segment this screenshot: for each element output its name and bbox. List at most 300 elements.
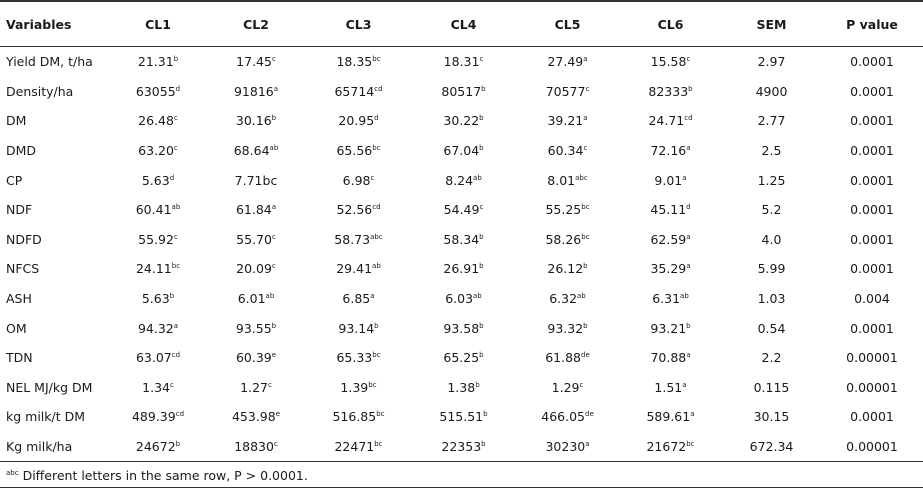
table-cell (411, 343, 516, 373)
significance-letter: ab (269, 143, 279, 152)
significance-letter: c (169, 380, 174, 389)
table-cell (110, 373, 206, 403)
significance-letter: bc (368, 380, 377, 389)
p-value-cell: 0.00001 (846, 379, 898, 395)
significance-letter: a (682, 173, 687, 182)
significance-letter: a (271, 203, 277, 212)
significance-letter: c (267, 380, 272, 389)
significance-letter: c (273, 439, 278, 448)
footnote (0, 462, 923, 488)
p-value-cell: 0.0001 (850, 54, 894, 70)
sem-cell: 2.77 (757, 113, 786, 129)
p-value-cell: 0.0001 (850, 113, 894, 129)
significance-letter: cd (372, 203, 381, 212)
significance-letter: b (479, 114, 484, 123)
cell-value: 8.01 (547, 172, 576, 188)
cell-value: 70577 (545, 83, 586, 99)
cell-value: 6.85 (342, 291, 371, 307)
cell-value: 55.25 (545, 202, 582, 218)
significance-letter: c (271, 262, 276, 271)
significance-letter: cd (175, 410, 185, 419)
cell-value: 93.21 (650, 320, 687, 336)
significance-letter: a (686, 143, 691, 152)
table-cell (306, 165, 411, 195)
cell-value: 35.29 (650, 261, 687, 277)
cell-value: 466.05 (541, 409, 585, 425)
table-cell (619, 343, 722, 373)
cell-value: 65714 (334, 83, 375, 99)
table-cell (306, 313, 411, 343)
significance-letter: e (275, 410, 281, 419)
header-row (0, 1, 923, 47)
cell-value: 63055 (135, 83, 176, 99)
cell-value: 18830 (234, 439, 274, 455)
sem-cell: 2.2 (761, 350, 782, 366)
sem-cell: 2.5 (761, 143, 782, 159)
significance-letter: a (686, 351, 691, 360)
cell-value: 1.51 (654, 379, 683, 395)
significance-letter: a (585, 439, 590, 448)
significance-letter: c (173, 232, 178, 241)
significance-letter: b (479, 351, 484, 360)
table-cell (110, 432, 206, 462)
table-cell (411, 195, 516, 225)
cell-value: 489.39 (131, 409, 176, 425)
significance-letter: d (686, 203, 691, 212)
table-cell (206, 77, 306, 107)
table-cell (110, 313, 206, 343)
table-cell (411, 254, 516, 284)
table-cell (619, 77, 722, 107)
table-cell (619, 195, 722, 225)
table-cell (411, 313, 516, 343)
row-label: kg milk/t DM (6, 409, 86, 425)
cell-value: 39.21 (547, 113, 584, 129)
significance-letter: ab (473, 173, 482, 182)
table-row (0, 136, 923, 166)
table-cell (306, 195, 411, 225)
significance-letter: de (581, 351, 590, 360)
cell-value: 63.07 (135, 350, 172, 366)
cell-value: 516.85 (332, 409, 377, 425)
table-cell (411, 106, 516, 136)
column-header: SEM (722, 1, 821, 47)
cell-value: 453.98 (231, 409, 276, 425)
cell-value: 26.48 (138, 113, 174, 129)
table-cell (206, 106, 306, 136)
significance-letter: a (686, 262, 691, 271)
significance-letter: c (173, 143, 178, 152)
table-cell (110, 77, 206, 107)
column-header: CL2 (206, 1, 306, 47)
cell-value: 61.88 (545, 350, 582, 366)
table-cell (306, 432, 411, 462)
significance-letter: c (686, 55, 691, 64)
cell-value: 26.91 (443, 261, 480, 277)
table-cell (516, 47, 619, 77)
significance-letter: a (583, 55, 588, 64)
sem-cell: 672.34 (722, 432, 821, 462)
cell-value: 68.64 (233, 143, 270, 159)
significance-letter: bc (581, 232, 590, 241)
table-row (0, 77, 923, 107)
cell-value: 7.71bc (234, 172, 278, 188)
table-cell (411, 432, 516, 462)
significance-letter: b (583, 262, 588, 271)
row-label: OM (6, 320, 27, 336)
cell-value: 24672 (135, 439, 176, 455)
cell-value: 60.39 (235, 350, 272, 366)
significance-letter: a (690, 410, 695, 419)
cell-value: 93.14 (338, 320, 375, 336)
cell-value: 30230 (545, 439, 586, 455)
table-cell (619, 165, 722, 195)
sem-cell: 5.2 (761, 202, 782, 218)
cell-value: 6.31 (652, 291, 681, 307)
significance-letter: bc (171, 262, 181, 271)
row-label: NDFD (6, 231, 42, 247)
significance-letter: bc (374, 439, 383, 448)
significance-letter: b (688, 84, 693, 93)
p-value-cell: 0.0001 (850, 261, 894, 277)
cell-value: 54.49 (443, 202, 480, 218)
column-header: Variables (0, 1, 110, 47)
significance-letter: c (583, 143, 588, 152)
column-header: P value (821, 1, 923, 47)
p-value-cell: 0.0001 (850, 83, 894, 99)
cell-value: 589.61 (646, 409, 691, 425)
p-value-cell: 0.0001 (850, 409, 894, 425)
table-cell (619, 106, 722, 136)
cell-value: 6.01 (237, 291, 266, 307)
table-body (0, 47, 923, 462)
cell-value: 70.88 (650, 350, 687, 366)
table-row (0, 106, 923, 136)
table-cell (110, 136, 206, 166)
p-value-cell: 0.00001 (821, 432, 923, 462)
significance-letter: b (483, 410, 488, 419)
table-cell (516, 165, 619, 195)
cell-value: 55.92 (138, 231, 174, 247)
table-cell (110, 47, 206, 77)
cell-value: 20.95 (338, 113, 375, 129)
table-cell (516, 195, 619, 225)
table-row (0, 284, 923, 314)
significance-letter: b (175, 439, 181, 448)
table-cell (516, 402, 619, 432)
significance-letter: b (475, 380, 480, 389)
cell-value: 27.49 (547, 54, 584, 70)
table-cell (110, 343, 206, 373)
significance-letter: ab (680, 291, 689, 300)
significance-letter: bc (372, 55, 381, 64)
table-cell (306, 402, 411, 432)
table-cell (516, 284, 619, 314)
significance-letter: a (682, 380, 687, 389)
table-cell (110, 225, 206, 255)
table-cell (206, 402, 306, 432)
significance-letter: b (374, 321, 379, 330)
table-cell (110, 254, 206, 284)
cell-value: 1.38 (447, 379, 476, 395)
cell-value: 1.34 (142, 379, 170, 395)
cell-value: 52.56 (336, 202, 373, 218)
table-cell (306, 136, 411, 166)
row-label: DMD (6, 143, 37, 159)
table-cell (516, 106, 619, 136)
table-cell (206, 136, 306, 166)
table-cell (206, 313, 306, 343)
sem-cell: 0.54 (757, 320, 786, 336)
cell-value: 5.63 (141, 172, 170, 188)
p-value-cell: 0.00001 (846, 350, 898, 366)
footnote-superscript: abc (6, 469, 19, 478)
significance-letter: b (479, 232, 484, 241)
cell-value: 5.63 (141, 291, 170, 307)
cell-value: 94.32 (137, 320, 174, 336)
cell-value: 1.39 (340, 379, 369, 395)
table-row (0, 165, 923, 195)
table-cell (206, 343, 306, 373)
significance-letter: b (169, 291, 175, 300)
significance-letter: b (479, 143, 484, 152)
table-cell (516, 136, 619, 166)
table-row (0, 373, 923, 403)
significance-letter: cd (171, 351, 181, 360)
row-label: CP (6, 172, 23, 188)
significance-letter: d (169, 173, 175, 182)
p-value-cell: 0.0001 (850, 320, 894, 336)
significance-letter: bc (376, 410, 385, 419)
significance-letter: c (173, 114, 178, 123)
table-cell (306, 373, 411, 403)
significance-letter: ab (265, 291, 275, 300)
significance-letter: c (579, 380, 584, 389)
cell-value: 30.22 (443, 113, 480, 129)
table-cell (206, 284, 306, 314)
table-cell (206, 373, 306, 403)
table-cell (516, 343, 619, 373)
table-cell (619, 47, 722, 77)
cell-value: 65.25 (443, 350, 480, 366)
cell-value: 58.73 (334, 231, 371, 247)
cell-value: 93.32 (547, 320, 584, 336)
table-cell (306, 254, 411, 284)
significance-letter: d (175, 84, 181, 93)
cell-value: 58.26 (545, 231, 582, 247)
sem-cell: 1.25 (757, 172, 786, 188)
table-row (0, 432, 923, 462)
significance-letter: ab (171, 203, 181, 212)
significance-letter: b (479, 321, 484, 330)
table-cell (619, 373, 722, 403)
row-label: NFCS (6, 261, 40, 277)
cell-value: 45.11 (650, 202, 687, 218)
cell-value: 20.09 (236, 261, 272, 277)
sem-cell: 5.99 (757, 261, 786, 277)
cell-value: 91816 (233, 83, 274, 99)
cell-value: 1.27 (240, 379, 268, 395)
significance-letter: c (479, 55, 484, 64)
column-header: CL1 (110, 1, 206, 47)
cell-value: 22471 (334, 439, 375, 455)
cell-value: 58.34 (443, 231, 480, 247)
table-cell (619, 432, 722, 462)
cell-value: 18.31 (443, 54, 480, 70)
table-cell (411, 373, 516, 403)
table-cell (306, 77, 411, 107)
table-cell (619, 313, 722, 343)
cell-value: 61.84 (235, 202, 272, 218)
table-row (0, 254, 923, 284)
cell-value: 515.51 (439, 409, 484, 425)
significance-letter: b (481, 84, 486, 93)
row-label: Kg milk/ha (0, 432, 110, 462)
column-header: CL6 (619, 1, 722, 47)
table-cell (411, 136, 516, 166)
table-cell (306, 225, 411, 255)
cell-value: 93.55 (235, 320, 272, 336)
significance-letter: c (370, 173, 375, 182)
p-value-cell: 0.0001 (850, 172, 894, 188)
cell-value: 72.16 (650, 143, 687, 159)
table-cell (516, 225, 619, 255)
table-cell (619, 136, 722, 166)
cell-value: 24.71 (648, 113, 685, 129)
row-label: Density/ha (6, 83, 74, 99)
table-cell (306, 284, 411, 314)
sem-cell: 4900 (755, 83, 788, 99)
significance-letter: b (173, 55, 179, 64)
table-cell (306, 47, 411, 77)
column-header: CL3 (306, 1, 411, 47)
significance-letter: a (273, 84, 279, 93)
significance-letter: c (271, 232, 276, 241)
cell-value: 22353 (441, 439, 482, 455)
cell-value: 65.33 (336, 350, 373, 366)
table-cell (619, 284, 722, 314)
cell-value: 62.59 (650, 231, 687, 247)
cell-value: 63.20 (138, 143, 174, 159)
column-header: CL5 (516, 1, 619, 47)
table-cell (411, 165, 516, 195)
table-cell (110, 284, 206, 314)
significance-letter: bc (686, 439, 695, 448)
table-cell (110, 402, 206, 432)
significance-letter: b (271, 114, 277, 123)
cell-value: 17.45 (236, 54, 272, 70)
table-cell (516, 77, 619, 107)
table-cell (619, 225, 722, 255)
significance-letter: abc (370, 232, 383, 241)
row-label: TDN (6, 350, 33, 366)
significance-letter: bc (372, 143, 381, 152)
significance-letter: a (173, 321, 179, 330)
cell-value: 82333 (648, 83, 689, 99)
row-label: DM (6, 113, 27, 129)
significance-letter: a (686, 232, 691, 241)
significance-letter: e (271, 351, 277, 360)
table-cell (306, 106, 411, 136)
significance-letter: d (374, 114, 379, 123)
p-value-cell: 0.0001 (850, 202, 894, 218)
row-label: Yield DM, t/ha (6, 54, 93, 70)
significance-letter: c (271, 55, 276, 64)
cell-value: 60.34 (547, 143, 584, 159)
cell-value: 93.58 (443, 320, 480, 336)
sem-cell: 30.15 (753, 409, 790, 425)
cell-value: 21672 (646, 439, 687, 455)
table-cell (411, 284, 516, 314)
sem-cell: 1.03 (757, 291, 786, 307)
footnote-text: Different letters in the same row, P > 0.0001. (22, 468, 308, 484)
significance-letter: c (585, 84, 590, 93)
table-cell (206, 47, 306, 77)
significance-letter: ab (372, 262, 381, 271)
significance-letter: cd (684, 114, 693, 123)
cell-value: 60.41 (135, 202, 172, 218)
table-cell (206, 432, 306, 462)
table-cell (516, 432, 619, 462)
significance-letter: ab (577, 291, 586, 300)
table-cell (306, 343, 411, 373)
cell-value: 1.29 (551, 379, 580, 395)
p-value-cell: 0.004 (854, 291, 890, 307)
cell-value: 6.32 (549, 291, 578, 307)
sem-cell: 2.97 (757, 54, 786, 70)
p-value-cell: 0.0001 (850, 143, 894, 159)
cell-value: 21.31 (137, 54, 174, 70)
table-row (0, 47, 923, 77)
table-row (0, 225, 923, 255)
table-cell (110, 106, 206, 136)
significance-letter: a (583, 114, 588, 123)
table-cell (411, 77, 516, 107)
significance-letter: a (370, 291, 375, 300)
cell-value: 6.98 (342, 172, 371, 188)
table-cell (206, 195, 306, 225)
table-cell (411, 225, 516, 255)
table-cell (619, 402, 722, 432)
cell-value: 80517 (441, 83, 482, 99)
column-header: CL4 (411, 1, 516, 47)
cell-value: 26.12 (547, 261, 584, 277)
table-cell (619, 254, 722, 284)
cell-value: 55.70 (236, 231, 272, 247)
table-cell (411, 47, 516, 77)
significance-letter: b (479, 262, 484, 271)
cell-value: 67.04 (443, 143, 480, 159)
table-cell (516, 373, 619, 403)
row-label: NEL MJ/kg DM (6, 379, 93, 395)
significance-letter: b (583, 321, 588, 330)
significance-letter: abc (575, 173, 588, 182)
significance-letter: b (271, 321, 277, 330)
significance-letter: ab (473, 291, 482, 300)
table-cell (516, 313, 619, 343)
cell-value: 65.56 (336, 143, 373, 159)
table-row (0, 402, 923, 432)
significance-letter: b (481, 439, 486, 448)
table-row (0, 195, 923, 225)
significance-letter: c (479, 203, 484, 212)
cell-value: 15.58 (650, 54, 687, 70)
table-cell (206, 254, 306, 284)
cell-value: 6.03 (445, 291, 474, 307)
table-cell (411, 402, 516, 432)
significance-letter: cd (374, 84, 383, 93)
cell-value: 29.41 (336, 261, 373, 277)
